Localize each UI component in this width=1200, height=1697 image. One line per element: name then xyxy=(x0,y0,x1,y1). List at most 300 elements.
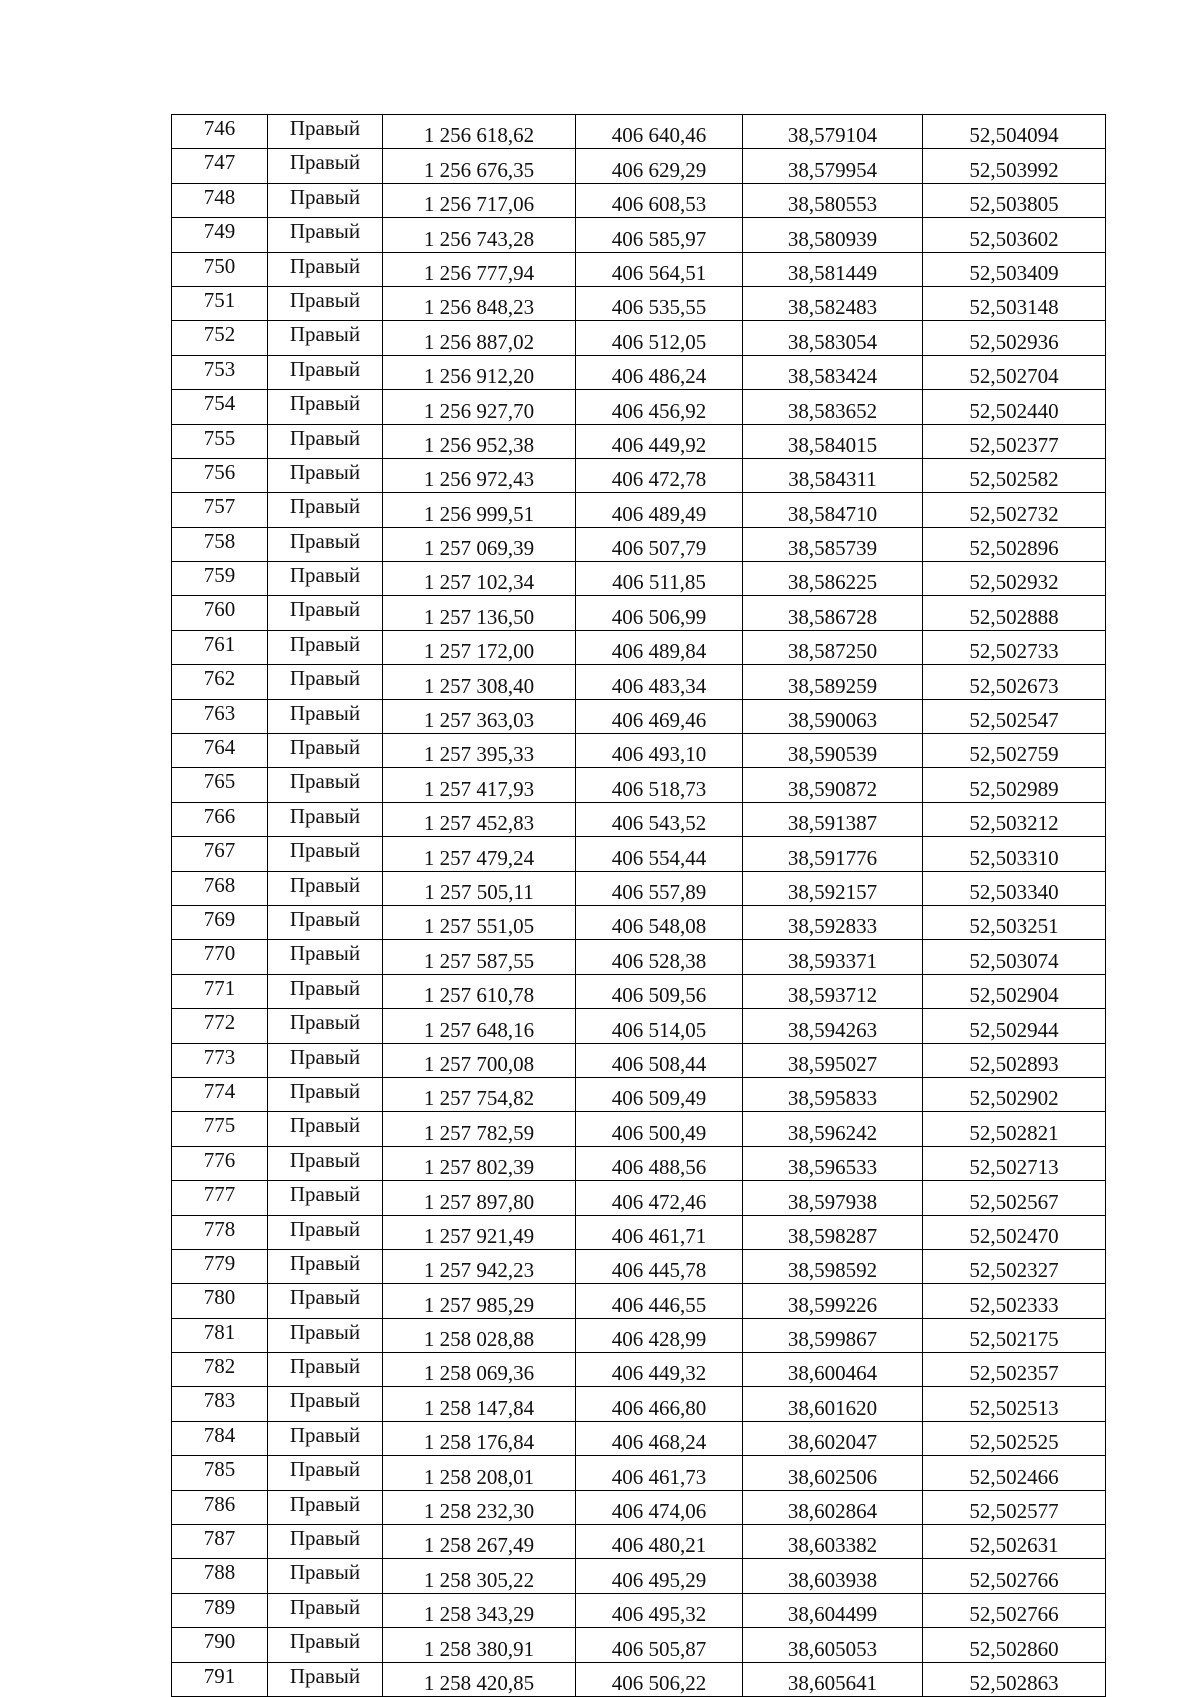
table-row xyxy=(172,905,1106,939)
table-row xyxy=(172,1525,1106,1559)
x-coordinate: 1 257 802,39 xyxy=(383,1146,576,1180)
x-coordinate: 1 256 972,43 xyxy=(383,458,576,492)
y-coordinate: 406 480,21 xyxy=(576,1525,743,1559)
point-number: 777 xyxy=(172,1181,268,1215)
longitude: 38,595833 xyxy=(743,1077,923,1111)
table-row xyxy=(172,1387,1106,1421)
latitude: 52,502175 xyxy=(923,1318,1106,1352)
latitude: 52,502357 xyxy=(923,1353,1106,1387)
bank-side: Правый xyxy=(268,1077,383,1111)
y-coordinate: 406 511,85 xyxy=(576,562,743,596)
point-number: 749 xyxy=(172,218,268,252)
point-number: 781 xyxy=(172,1318,268,1352)
longitude: 38,580939 xyxy=(743,218,923,252)
y-coordinate: 406 474,06 xyxy=(576,1490,743,1524)
table-row xyxy=(172,1490,1106,1524)
y-coordinate: 406 489,84 xyxy=(576,630,743,664)
latitude: 52,502733 xyxy=(923,630,1106,664)
x-coordinate: 1 258 147,84 xyxy=(383,1387,576,1421)
x-coordinate: 1 256 927,70 xyxy=(383,390,576,424)
longitude: 38,605641 xyxy=(743,1662,923,1696)
bank-side: Правый xyxy=(268,562,383,596)
x-coordinate: 1 257 551,05 xyxy=(383,905,576,939)
y-coordinate: 406 449,92 xyxy=(576,424,743,458)
x-coordinate: 1 256 952,38 xyxy=(383,424,576,458)
y-coordinate: 406 505,87 xyxy=(576,1628,743,1662)
point-number: 779 xyxy=(172,1249,268,1283)
latitude: 52,502944 xyxy=(923,1009,1106,1043)
latitude: 52,503148 xyxy=(923,286,1106,320)
table-row xyxy=(172,286,1106,320)
longitude: 38,584015 xyxy=(743,424,923,458)
y-coordinate: 406 489,49 xyxy=(576,493,743,527)
point-number: 789 xyxy=(172,1593,268,1627)
longitude: 38,601620 xyxy=(743,1387,923,1421)
y-coordinate: 406 506,22 xyxy=(576,1662,743,1696)
latitude: 52,502863 xyxy=(923,1662,1106,1696)
table-row xyxy=(172,1112,1106,1146)
bank-side: Правый xyxy=(268,424,383,458)
longitude: 38,584710 xyxy=(743,493,923,527)
x-coordinate: 1 256 912,20 xyxy=(383,355,576,389)
bank-side: Правый xyxy=(268,321,383,355)
x-coordinate: 1 257 754,82 xyxy=(383,1077,576,1111)
bank-side: Правый xyxy=(268,802,383,836)
latitude: 52,503251 xyxy=(923,905,1106,939)
longitude: 38,580553 xyxy=(743,183,923,217)
y-coordinate: 406 488,56 xyxy=(576,1146,743,1180)
point-number: 769 xyxy=(172,905,268,939)
longitude: 38,590872 xyxy=(743,768,923,802)
bank-side: Правый xyxy=(268,1456,383,1490)
y-coordinate: 406 495,32 xyxy=(576,1593,743,1627)
x-coordinate: 1 257 136,50 xyxy=(383,596,576,630)
longitude: 38,593712 xyxy=(743,974,923,1008)
bank-side: Правый xyxy=(268,1284,383,1318)
longitude: 38,590063 xyxy=(743,699,923,733)
y-coordinate: 406 472,46 xyxy=(576,1181,743,1215)
x-coordinate: 1 257 417,93 xyxy=(383,768,576,802)
y-coordinate: 406 585,97 xyxy=(576,218,743,252)
longitude: 38,604499 xyxy=(743,1593,923,1627)
y-coordinate: 406 446,55 xyxy=(576,1284,743,1318)
y-coordinate: 406 564,51 xyxy=(576,252,743,286)
table-row xyxy=(172,1077,1106,1111)
table-row xyxy=(172,1662,1106,1696)
latitude: 52,503992 xyxy=(923,149,1106,183)
y-coordinate: 406 535,55 xyxy=(576,286,743,320)
table-row xyxy=(172,1318,1106,1352)
latitude: 52,502932 xyxy=(923,562,1106,596)
point-number: 747 xyxy=(172,149,268,183)
longitude: 38,603382 xyxy=(743,1525,923,1559)
latitude: 52,502577 xyxy=(923,1490,1106,1524)
longitude: 38,591776 xyxy=(743,837,923,871)
bank-side: Правый xyxy=(268,1215,383,1249)
x-coordinate: 1 257 648,16 xyxy=(383,1009,576,1043)
latitude: 52,502904 xyxy=(923,974,1106,1008)
y-coordinate: 406 543,52 xyxy=(576,802,743,836)
y-coordinate: 406 445,78 xyxy=(576,1249,743,1283)
bank-side: Правый xyxy=(268,1009,383,1043)
point-number: 784 xyxy=(172,1421,268,1455)
longitude: 38,581449 xyxy=(743,252,923,286)
y-coordinate: 406 548,08 xyxy=(576,905,743,939)
y-coordinate: 406 500,49 xyxy=(576,1112,743,1146)
table-row xyxy=(172,218,1106,252)
bank-side: Правый xyxy=(268,1628,383,1662)
latitude: 52,502547 xyxy=(923,699,1106,733)
latitude: 52,502896 xyxy=(923,527,1106,561)
bank-side: Правый xyxy=(268,149,383,183)
table-row xyxy=(172,424,1106,458)
x-coordinate: 1 258 380,91 xyxy=(383,1628,576,1662)
x-coordinate: 1 256 717,06 xyxy=(383,183,576,217)
latitude: 52,502333 xyxy=(923,1284,1106,1318)
point-number: 771 xyxy=(172,974,268,1008)
x-coordinate: 1 256 618,62 xyxy=(383,115,576,149)
longitude: 38,592157 xyxy=(743,871,923,905)
table-row xyxy=(172,1215,1106,1249)
y-coordinate: 406 629,29 xyxy=(576,149,743,183)
bank-side: Правый xyxy=(268,1249,383,1283)
table-row xyxy=(172,1628,1106,1662)
table-body xyxy=(172,115,1106,1697)
table-row xyxy=(172,871,1106,905)
y-coordinate: 406 518,73 xyxy=(576,768,743,802)
y-coordinate: 406 461,73 xyxy=(576,1456,743,1490)
point-number: 761 xyxy=(172,630,268,664)
point-number: 754 xyxy=(172,390,268,424)
point-number: 752 xyxy=(172,321,268,355)
latitude: 52,503212 xyxy=(923,802,1106,836)
point-number: 780 xyxy=(172,1284,268,1318)
x-coordinate: 1 256 676,35 xyxy=(383,149,576,183)
longitude: 38,579104 xyxy=(743,115,923,149)
point-number: 783 xyxy=(172,1387,268,1421)
bank-side: Правый xyxy=(268,665,383,699)
x-coordinate: 1 257 610,78 xyxy=(383,974,576,1008)
latitude: 52,502377 xyxy=(923,424,1106,458)
table-row xyxy=(172,527,1106,561)
bank-side: Правый xyxy=(268,768,383,802)
point-number: 773 xyxy=(172,1043,268,1077)
point-number: 758 xyxy=(172,527,268,561)
y-coordinate: 406 469,46 xyxy=(576,699,743,733)
longitude: 38,584311 xyxy=(743,458,923,492)
longitude: 38,593371 xyxy=(743,940,923,974)
bank-side: Правый xyxy=(268,1043,383,1077)
latitude: 52,502327 xyxy=(923,1249,1106,1283)
table-row xyxy=(172,1181,1106,1215)
y-coordinate: 406 640,46 xyxy=(576,115,743,149)
x-coordinate: 1 257 897,80 xyxy=(383,1181,576,1215)
latitude: 52,502936 xyxy=(923,321,1106,355)
bank-side: Правый xyxy=(268,218,383,252)
y-coordinate: 406 554,44 xyxy=(576,837,743,871)
table-row xyxy=(172,390,1106,424)
y-coordinate: 406 483,34 xyxy=(576,665,743,699)
longitude: 38,598287 xyxy=(743,1215,923,1249)
x-coordinate: 1 257 395,33 xyxy=(383,734,576,768)
latitude: 52,502582 xyxy=(923,458,1106,492)
latitude: 52,502713 xyxy=(923,1146,1106,1180)
y-coordinate: 406 461,71 xyxy=(576,1215,743,1249)
latitude: 52,502989 xyxy=(923,768,1106,802)
y-coordinate: 406 466,80 xyxy=(576,1387,743,1421)
bank-side: Правый xyxy=(268,252,383,286)
bank-side: Правый xyxy=(268,940,383,974)
point-number: 767 xyxy=(172,837,268,871)
latitude: 52,503805 xyxy=(923,183,1106,217)
table-row xyxy=(172,1009,1106,1043)
longitude: 38,602047 xyxy=(743,1421,923,1455)
y-coordinate: 406 428,99 xyxy=(576,1318,743,1352)
x-coordinate: 1 257 172,00 xyxy=(383,630,576,664)
point-number: 757 xyxy=(172,493,268,527)
table-row xyxy=(172,562,1106,596)
point-number: 791 xyxy=(172,1662,268,1696)
longitude: 38,602864 xyxy=(743,1490,923,1524)
latitude: 52,502567 xyxy=(923,1181,1106,1215)
longitude: 38,587250 xyxy=(743,630,923,664)
latitude: 52,502631 xyxy=(923,1525,1106,1559)
y-coordinate: 406 486,24 xyxy=(576,355,743,389)
x-coordinate: 1 257 985,29 xyxy=(383,1284,576,1318)
table-row xyxy=(172,355,1106,389)
point-number: 772 xyxy=(172,1009,268,1043)
point-number: 760 xyxy=(172,596,268,630)
latitude: 52,502902 xyxy=(923,1077,1106,1111)
table-row xyxy=(172,115,1106,149)
y-coordinate: 406 495,29 xyxy=(576,1559,743,1593)
longitude: 38,583652 xyxy=(743,390,923,424)
bank-side: Правый xyxy=(268,1318,383,1352)
x-coordinate: 1 256 887,02 xyxy=(383,321,576,355)
x-coordinate: 1 256 848,23 xyxy=(383,286,576,320)
latitude: 52,503310 xyxy=(923,837,1106,871)
latitude: 52,502673 xyxy=(923,665,1106,699)
point-number: 750 xyxy=(172,252,268,286)
latitude: 52,502766 xyxy=(923,1559,1106,1593)
y-coordinate: 406 608,53 xyxy=(576,183,743,217)
longitude: 38,585739 xyxy=(743,527,923,561)
longitude: 38,583424 xyxy=(743,355,923,389)
coordinates-table xyxy=(171,114,1106,1697)
point-number: 755 xyxy=(172,424,268,458)
longitude: 38,596242 xyxy=(743,1112,923,1146)
longitude: 38,592833 xyxy=(743,905,923,939)
bank-side: Правый xyxy=(268,1662,383,1696)
point-number: 787 xyxy=(172,1525,268,1559)
point-number: 776 xyxy=(172,1146,268,1180)
table-row xyxy=(172,630,1106,664)
point-number: 756 xyxy=(172,458,268,492)
table-row xyxy=(172,493,1106,527)
x-coordinate: 1 257 942,23 xyxy=(383,1249,576,1283)
bank-side: Правый xyxy=(268,734,383,768)
x-coordinate: 1 257 363,03 xyxy=(383,699,576,733)
point-number: 751 xyxy=(172,286,268,320)
point-number: 762 xyxy=(172,665,268,699)
table-row xyxy=(172,1353,1106,1387)
longitude: 38,591387 xyxy=(743,802,923,836)
point-number: 766 xyxy=(172,802,268,836)
latitude: 52,503340 xyxy=(923,871,1106,905)
bank-side: Правый xyxy=(268,1353,383,1387)
x-coordinate: 1 258 232,30 xyxy=(383,1490,576,1524)
point-number: 786 xyxy=(172,1490,268,1524)
y-coordinate: 406 468,24 xyxy=(576,1421,743,1455)
y-coordinate: 406 456,92 xyxy=(576,390,743,424)
point-number: 765 xyxy=(172,768,268,802)
longitude: 38,596533 xyxy=(743,1146,923,1180)
x-coordinate: 1 258 069,36 xyxy=(383,1353,576,1387)
latitude: 52,504094 xyxy=(923,115,1106,149)
latitude: 52,503409 xyxy=(923,252,1106,286)
longitude: 38,598592 xyxy=(743,1249,923,1283)
x-coordinate: 1 256 999,51 xyxy=(383,493,576,527)
bank-side: Правый xyxy=(268,630,383,664)
bank-side: Правый xyxy=(268,458,383,492)
latitude: 52,502466 xyxy=(923,1456,1106,1490)
bank-side: Правый xyxy=(268,1593,383,1627)
table-row xyxy=(172,837,1106,871)
x-coordinate: 1 258 420,85 xyxy=(383,1662,576,1696)
y-coordinate: 406 557,89 xyxy=(576,871,743,905)
y-coordinate: 406 493,10 xyxy=(576,734,743,768)
table-row xyxy=(172,734,1106,768)
longitude: 38,603938 xyxy=(743,1559,923,1593)
longitude: 38,586728 xyxy=(743,596,923,630)
y-coordinate: 406 509,56 xyxy=(576,974,743,1008)
x-coordinate: 1 258 208,01 xyxy=(383,1456,576,1490)
latitude: 52,502525 xyxy=(923,1421,1106,1455)
bank-side: Правый xyxy=(268,1490,383,1524)
bank-side: Правый xyxy=(268,493,383,527)
longitude: 38,590539 xyxy=(743,734,923,768)
longitude: 38,595027 xyxy=(743,1043,923,1077)
longitude: 38,582483 xyxy=(743,286,923,320)
latitude: 52,502766 xyxy=(923,1593,1106,1627)
bank-side: Правый xyxy=(268,1421,383,1455)
latitude: 52,502821 xyxy=(923,1112,1106,1146)
x-coordinate: 1 256 777,94 xyxy=(383,252,576,286)
x-coordinate: 1 258 176,84 xyxy=(383,1421,576,1455)
x-coordinate: 1 257 069,39 xyxy=(383,527,576,561)
x-coordinate: 1 258 267,49 xyxy=(383,1525,576,1559)
table-row xyxy=(172,1284,1106,1318)
latitude: 52,502893 xyxy=(923,1043,1106,1077)
latitude: 52,502470 xyxy=(923,1215,1106,1249)
point-number: 774 xyxy=(172,1077,268,1111)
x-coordinate: 1 257 782,59 xyxy=(383,1112,576,1146)
longitude: 38,602506 xyxy=(743,1456,923,1490)
point-number: 746 xyxy=(172,115,268,149)
bank-side: Правый xyxy=(268,1146,383,1180)
x-coordinate: 1 257 587,55 xyxy=(383,940,576,974)
bank-side: Правый xyxy=(268,527,383,561)
point-number: 770 xyxy=(172,940,268,974)
y-coordinate: 406 472,78 xyxy=(576,458,743,492)
bank-side: Правый xyxy=(268,1112,383,1146)
point-number: 775 xyxy=(172,1112,268,1146)
bank-side: Правый xyxy=(268,596,383,630)
longitude: 38,599226 xyxy=(743,1284,923,1318)
point-number: 782 xyxy=(172,1353,268,1387)
table-row xyxy=(172,596,1106,630)
table-row xyxy=(172,940,1106,974)
latitude: 52,502704 xyxy=(923,355,1106,389)
longitude: 38,594263 xyxy=(743,1009,923,1043)
longitude: 38,597938 xyxy=(743,1181,923,1215)
point-number: 788 xyxy=(172,1559,268,1593)
y-coordinate: 406 449,32 xyxy=(576,1353,743,1387)
x-coordinate: 1 257 700,08 xyxy=(383,1043,576,1077)
table-row xyxy=(172,768,1106,802)
bank-side: Правый xyxy=(268,355,383,389)
point-number: 763 xyxy=(172,699,268,733)
bank-side: Правый xyxy=(268,115,383,149)
latitude: 52,502888 xyxy=(923,596,1106,630)
latitude: 52,502860 xyxy=(923,1628,1106,1662)
bank-side: Правый xyxy=(268,1559,383,1593)
table-row xyxy=(172,1593,1106,1627)
y-coordinate: 406 528,38 xyxy=(576,940,743,974)
table-row xyxy=(172,252,1106,286)
bank-side: Правый xyxy=(268,390,383,424)
x-coordinate: 1 257 479,24 xyxy=(383,837,576,871)
x-coordinate: 1 257 505,11 xyxy=(383,871,576,905)
latitude: 52,502732 xyxy=(923,493,1106,527)
point-number: 790 xyxy=(172,1628,268,1662)
longitude: 38,583054 xyxy=(743,321,923,355)
point-number: 785 xyxy=(172,1456,268,1490)
y-coordinate: 406 508,44 xyxy=(576,1043,743,1077)
point-number: 764 xyxy=(172,734,268,768)
x-coordinate: 1 258 343,29 xyxy=(383,1593,576,1627)
longitude: 38,586225 xyxy=(743,562,923,596)
table-row xyxy=(172,802,1106,836)
longitude: 38,579954 xyxy=(743,149,923,183)
bank-side: Правый xyxy=(268,871,383,905)
bank-side: Правый xyxy=(268,1525,383,1559)
bank-side: Правый xyxy=(268,974,383,1008)
table-row xyxy=(172,699,1106,733)
table-row xyxy=(172,321,1106,355)
table-row xyxy=(172,974,1106,1008)
bank-side: Правый xyxy=(268,699,383,733)
point-number: 768 xyxy=(172,871,268,905)
table-row xyxy=(172,149,1106,183)
latitude: 52,502759 xyxy=(923,734,1106,768)
x-coordinate: 1 257 921,49 xyxy=(383,1215,576,1249)
longitude: 38,600464 xyxy=(743,1353,923,1387)
point-number: 759 xyxy=(172,562,268,596)
latitude: 52,503074 xyxy=(923,940,1106,974)
y-coordinate: 406 507,79 xyxy=(576,527,743,561)
bank-side: Правый xyxy=(268,1181,383,1215)
y-coordinate: 406 506,99 xyxy=(576,596,743,630)
bank-side: Правый xyxy=(268,183,383,217)
longitude: 38,605053 xyxy=(743,1628,923,1662)
y-coordinate: 406 514,05 xyxy=(576,1009,743,1043)
longitude: 38,589259 xyxy=(743,665,923,699)
table-row xyxy=(172,1456,1106,1490)
bank-side: Правый xyxy=(268,286,383,320)
latitude: 52,503602 xyxy=(923,218,1106,252)
x-coordinate: 1 258 028,88 xyxy=(383,1318,576,1352)
